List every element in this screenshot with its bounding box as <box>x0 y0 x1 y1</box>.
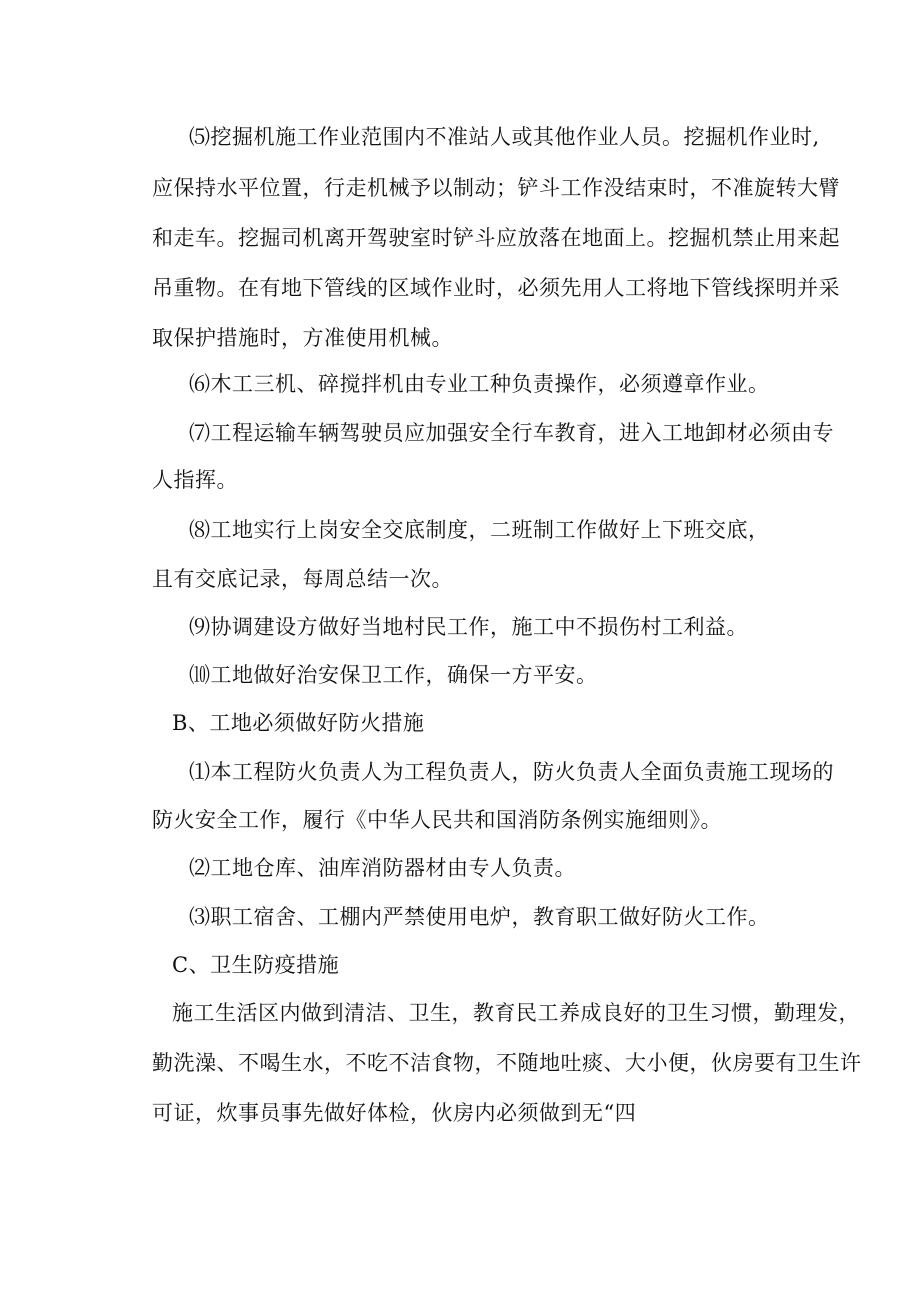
paragraph-line: ⑹木工三机、碎搅拌机由专业工种负责操作，必须遵章作业。 <box>189 372 770 396</box>
paragraph-line: 和走车。挖掘司机离开驾驶室时铲斗应放落在地面上。挖掘机禁止用来起 <box>152 226 840 250</box>
paragraph-line: ⑴本工程防火负责人为工程负责人，防火负责人全面负责施工现场的 <box>189 760 834 784</box>
paragraph-line: 吊重物。在有地下管线的区域作业时，必须先用人工将地下管线探明并采 <box>152 276 840 300</box>
section-heading: B、工地必须做好防火措施 <box>172 711 425 735</box>
paragraph-line: ⑼协调建设方做好当地村民工作，施工中不损伤村工利益。 <box>189 615 748 639</box>
paragraph-line: ⑽工地做好治安保卫工作，确保一方平安。 <box>189 663 598 687</box>
paragraph-line: 取保护措施时，方准使用机械。 <box>152 326 453 350</box>
paragraph-line: 应保持水平位置，行走机械予以制动；铲斗工作没结束时，不准旋转大臂 <box>152 176 840 200</box>
paragraph-line: ⑺工程运输车辆驾驶员应加强安全行车教育，进入工地卸材必须由专 <box>189 421 834 445</box>
paragraph-line: ⑻工地实行上岗安全交底制度，二班制工作做好上下班交底， <box>189 518 770 542</box>
paragraph-line: 勤洗澡、不喝生水，不吃不洁食物，不随地吐痰、大小便，伙房要有卫生许 <box>152 1051 862 1075</box>
paragraph-line: 防火安全工作，履行《中华人民共和国消防条例实施细则》。 <box>152 808 722 832</box>
paragraph-line: ⑵工地仓库、油库消防器材由专人负责。 <box>189 856 576 880</box>
section-heading: C、卫生防疫措施 <box>172 953 340 977</box>
paragraph-line: 可证，炊事员事先做好体检，伙房内必须做到无“四 <box>152 1101 637 1125</box>
paragraph-line: 施工生活区内做到清洁、卫生，教育民工养成良好的卫生习惯，勤理发， <box>172 1001 860 1025</box>
paragraph-line: ⑶职工宿舍、工棚内严禁使用电炉，教育职工做好防火工作。 <box>189 905 770 929</box>
paragraph-line: ⑸挖掘机施工作业范围内不准站人或其他作业人员。挖掘机作业时, <box>189 125 820 149</box>
paragraph-line: 且有交底记录，每周总结一次。 <box>152 567 453 591</box>
paragraph-line: 人指挥。 <box>152 468 238 492</box>
